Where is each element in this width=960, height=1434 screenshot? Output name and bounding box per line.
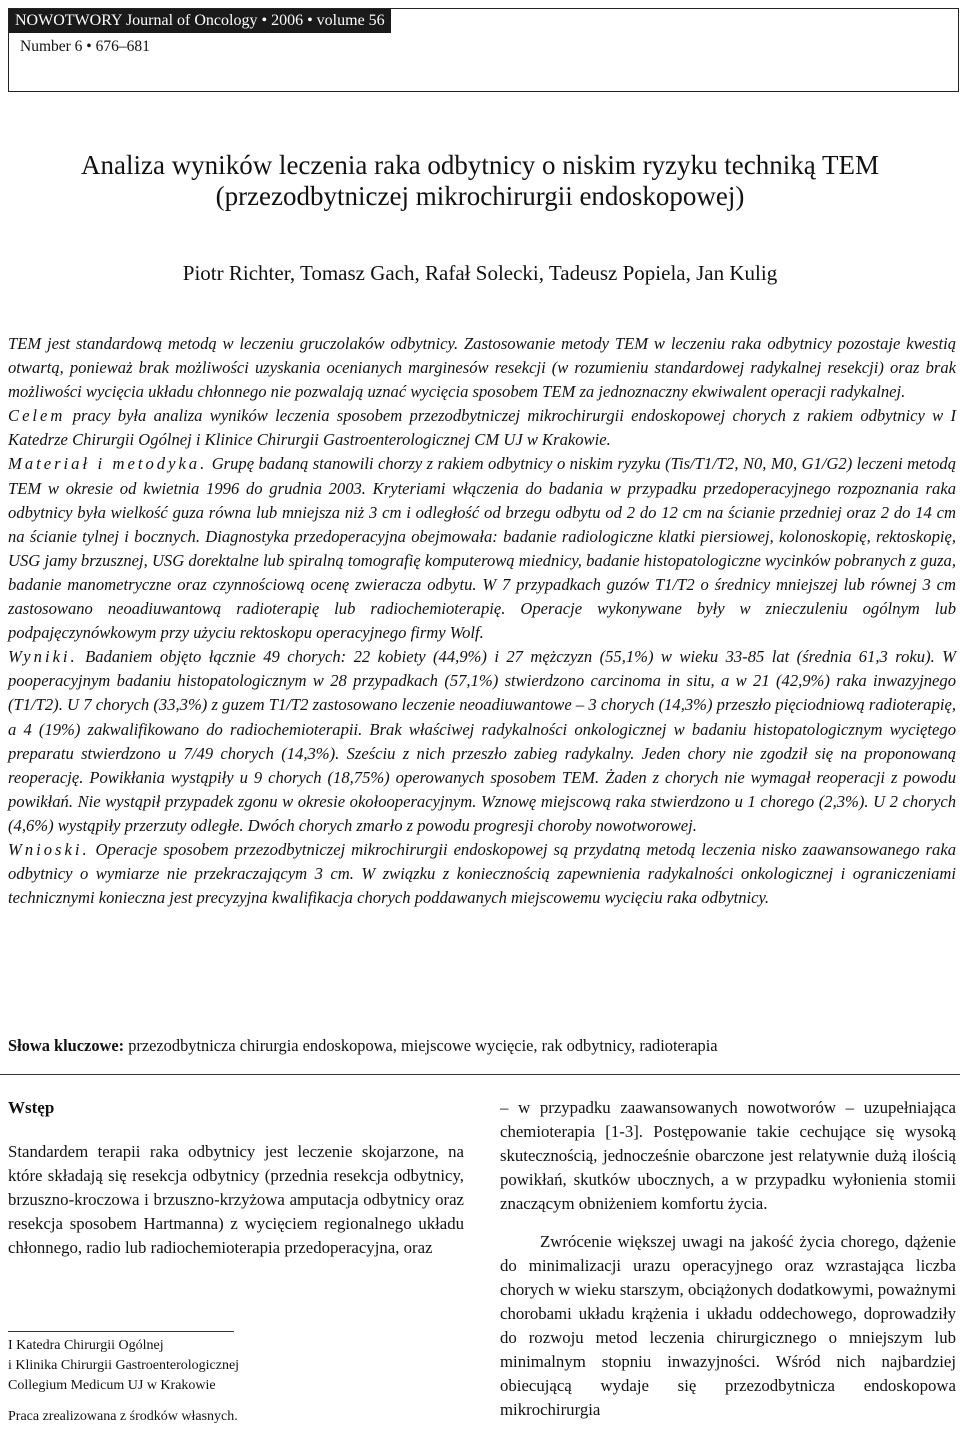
abstract-conclusions <box>8 838 956 910</box>
affiliation-line-1: I Katedra Chirurgii Ogólnej <box>8 1338 164 1353</box>
results-label: Wyniki. <box>8 647 78 667</box>
methods-text: Grupę badaną stanowili chorzy z rakiem odbytnicy o niskim ryzyku (Tis/T1/T2, N0, M0, G1/G2) leczeni metodą TEM w okresie od kwietnia 1996 do grudnia 2003. Kryteriami włączenia do badania w przypadku przedoperacyjnego rozpoznania raka odbytnicy była wielkość guza równa lub mniejsza niż 3 cm i odległość od brzegu odbytu od 2 do 12 cm na ścianie przedniej oraz 2 do 14 cm na ścianie tylnej i bocznych. Diagnostyka przedoperacyjna obejmowała: badanie radiologiczne klatki piersiowej, kolonoskopię, rektoskopię, USG jamy brzusznej, USG dorektalne lub spiralną tomografię komputerową miednicy, badanie histopatologiczne wycinków pobranych z guza, badanie manometryczne oraz czynnościową ocenę zwieracza odbytu. W 7 przypadkach guzów T1/T2 o średnicy mniejszej lub równej 3 cm zastosowano neoadiuwantową radioterapię lub radiochemioterapię. Operacje wykonywane były w znieczuleniu ogólnym lub podpajęczynówkowym przy użyciu rektoskopu operacyjnego firmy Wolf. <box>8 454 956 643</box>
aim-text: pracy była analiza wyników leczenia sposobem przezodbytniczej mikrochirurgii endoskopowej chorych z rakiem odbytnicy w I Katedrze Chirurgii Ogólnej i Klinice Chirurgii Gastroenterologicznej CM UJ w Krakowie. <box>8 406 956 450</box>
body-paragraph-1: – w przypadku zaawansowanych nowotworów – uzupełniająca chemioterapia [1-3]. Postępowanie takie cechujące się wysoką skutecznością, jednocześnie obarczone jest relatywnie dużą ilością powikłań, skutków ubocznych, a w przypadku wyłonienia stomii znaczącym obniżeniem komfortu życia. <box>500 1098 956 1213</box>
results-text: Badaniem objęto łącznie 49 chorych: 22 kobiety (44,9%) i 27 mężczyzn (55,1%) w wieku 33-85 lat (średnia 61,3 roku). W pooperacyjnym badaniu histopatologicznym w 28 przypadkach (57,1%) stwierdzono carcinoma in situ, a w 21 (42,9%) raka inwazyjnego (T1/T2). U 7 chorych (33,3%) z guzem T1/T2 zastosowano leczenie neoadiuwantowe – 3 chorych (14,3%) przeszło pięciodniową radioterapię, a 4 (19%) zakwalifikowano do radiochemioterapii. Brak właściwej radykalności onkologicznej w badaniu histopatologicznym wyciętego preparatu stwierdzono u 7/49 chorych (14,3%). Sześciu z nich przeszło zabieg radykalny. Jeden chory nie zgodził się na proponowaną reoperację. Powikłania wystąpiły u 9 chorych (18,75%) operowanych sposobem TEM. Żaden z chorych nie wymagał reoperacji z powodu powikłań. Nie wystąpił przypadek zgonu w okresie okołooperacyjnym. Wznowę miejscową raka stwierdzono u 1 chorego (2,3%). U 2 chorych (4,6%) wystąpiły przerzuty odległe. Dwóch chorych zmarło z powodu progresji choroby nowotworowej. <box>8 647 956 835</box>
abstract-results <box>8 645 956 838</box>
conclusions-label: Wnioski. <box>8 839 90 859</box>
funding-note: Praca zrealizowana z środków własnych. <box>8 1409 238 1424</box>
abstract-aim <box>8 404 956 452</box>
author-list: Piotr Richter, Tomasz Gach, Rafał Solecki, Tadeusz Popiela, Jan Kulig <box>182 261 778 285</box>
abstract <box>8 332 956 910</box>
affiliation-line-2: i Klinika Chirurgii Gastroenterologicznej <box>8 1358 240 1373</box>
abstract-intro: TEM jest standardową metodą w leczeniu gruczolaków odbytnicy. Zastosowanie metody TEM w leczeniu raka odbytnicy pozostaje kwestią otwartą, ponieważ brak możliwości uzyskania ocenianych marginesów resekcji (w rozumieniu standardowej radykalnej resekcji) oraz brak możliwości wycięcia układu chłonnego nie pozwalają uznać wycięcia sposobem TEM za jednoznaczny ekwiwalent operacji radykalnej. <box>8 334 956 402</box>
footnote-divider <box>8 1331 234 1332</box>
methods-label: Materiał i metodyka. <box>8 454 208 474</box>
right-column <box>500 1096 956 1422</box>
issue-info: Number 6 • 676–681 <box>20 38 150 55</box>
keywords <box>8 1034 956 1058</box>
conclusions-text: Operacje sposobem przezodbytniczej mikrochirurgii endoskopowej są przydatną metodą leczenia nisko zaawansowanego raka odbytnicy o wymiarze nie przekraczającym 3 cm. W związku z koniecznością zapewnienia radykalności onkologicznej i ograniczeniami technicznymi konieczna jest precyzyjna kwalifikacja chorych poddawanych miejscowemu wycięciu raka odbytnicy. <box>8 839 956 908</box>
journal-name: NOWOTWORY Journal of Oncology • 2006 • volume 56 <box>9 9 391 33</box>
affiliation-line-3: Collegium Medicum UJ w Krakowie <box>8 1378 216 1393</box>
section-heading: Wstęp <box>8 1098 55 1117</box>
article-title <box>0 150 960 212</box>
affiliation <box>8 1336 239 1396</box>
title-line-1: Analiza wyników leczenia raka odbytnicy o niskim ryzyku techniką TEM <box>80 150 880 180</box>
keywords-label: Słowa kluczowe: <box>8 1036 125 1055</box>
journal-header <box>8 8 959 92</box>
title-line-2: (przezodbytniczej mikrochirurgii endoskopowej) <box>215 181 745 211</box>
abstract-methods <box>8 452 956 645</box>
left-column <box>8 1096 464 1260</box>
keywords-text: przezodbytnicza chirurgia endoskopowa, miejscowe wycięcie, rak odbytnicy, radioterapia <box>124 1036 718 1055</box>
aim-label: Celem <box>8 406 66 426</box>
section-divider <box>0 1074 960 1075</box>
intro-paragraph: Standardem terapii raka odbytnicy jest leczenie skojarzone, na które składają się resekcja odbytnicy (przednia resekcja odbytnicy, brzuszno-kroczowa i brzuszno-krzyżowa amputacja odbytnicy oraz resekcja sposobem Hartmanna) z wycięciem regionalnego układu chłonnego, radio lub radiochemioterapia przedoperacyjna, oraz <box>8 1142 464 1257</box>
body-paragraph-2: Zwrócenie większej uwagi na jakość życia chorego, dążenie do minimalizacji urazu operacyjnego oraz wzrastająca liczba chorych w wieku starszym, obciążonych dodatkowymi, poważnymi chorobami układu krążenia i układu oddechowego, doprowadziły do rozwoju metod leczenia chirurgicznego o mniejszym lub minimalnym stopniu inwazyjności. Wśród nich najbardziej obiecującą wydaje się przezodbytnicza endoskopowa mikrochirurgia <box>500 1232 956 1419</box>
